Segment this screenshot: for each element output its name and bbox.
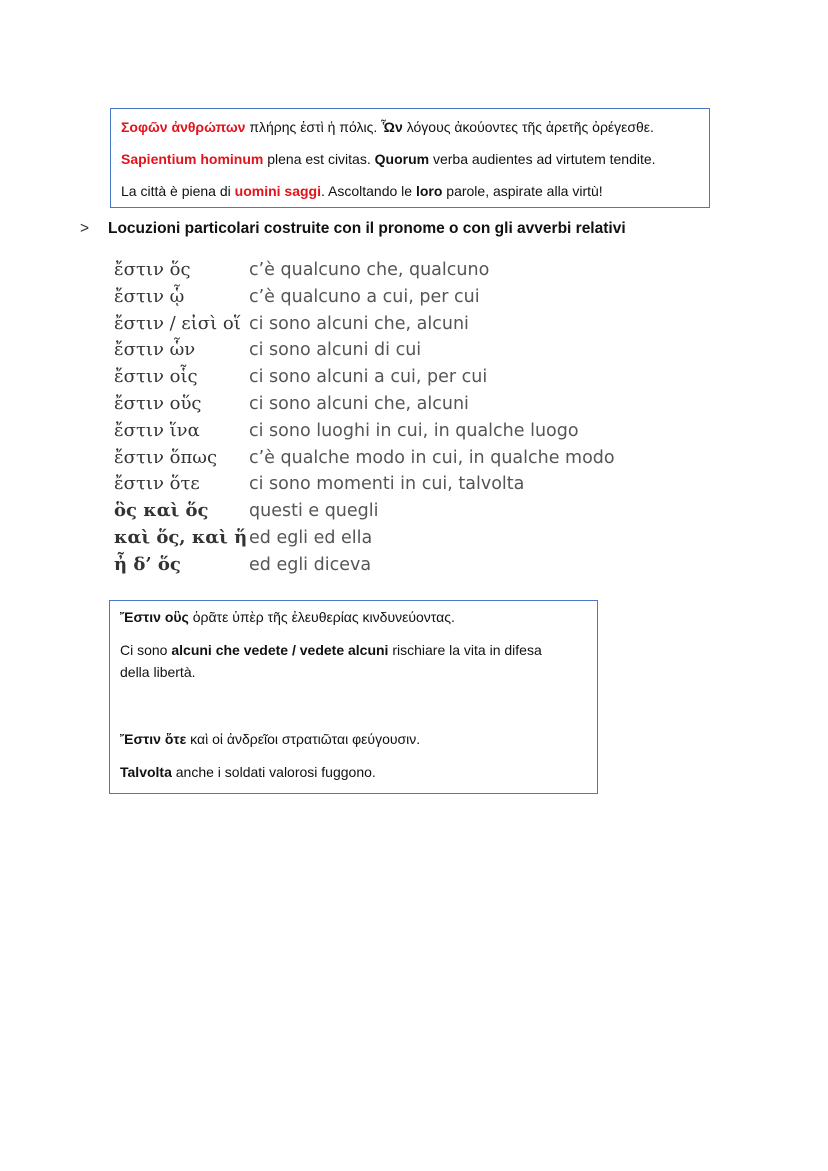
italian-meaning: ci sono luoghi in cui, in qualche luogo xyxy=(249,420,579,441)
greek-term: ἔστιν ὅπως xyxy=(114,446,218,468)
greek-term: ἔστιν ἵνα xyxy=(114,419,200,441)
italian-meaning: c’è qualcuno che, qualcuno xyxy=(249,260,490,280)
section-heading: > Locuzioni particolari costruite con il pronome o con gli avverbi relativi xyxy=(80,220,626,237)
example-box-estin xyxy=(109,600,598,794)
greek-term: ἔστιν ᾧ xyxy=(114,285,185,307)
greek-term: ἔστιν οἷς xyxy=(114,366,198,388)
italian-translation: Ci sono alcuni che vedete / vedete alcuni rischiare la vita in difesa xyxy=(120,642,542,658)
greek-term: ἔστιν οὕς xyxy=(114,392,202,414)
latin-example-sentence: Sapientium hominum plena est civitas. Quorum verba audientes ad virtutem tendite. xyxy=(121,151,656,167)
italian-meaning: c’è qualcuno a cui, per cui xyxy=(249,286,480,307)
italian-meaning: questi e quegli xyxy=(249,501,379,522)
italian-meaning: ci sono alcuni che, alcuni xyxy=(249,313,469,334)
italian-meaning: ci sono alcuni a cui, per cui xyxy=(249,367,488,388)
greek-example-sentence: Ἔστιν οὓς ὁρᾶτε ὑπὲρ τῆς ἐλευθερίας κινδυνεύοντας. xyxy=(120,609,455,625)
italian-translation-continued: della libertà. xyxy=(120,664,196,680)
greek-term: καὶ ὅς, καὶ ἥ xyxy=(114,526,248,548)
greek-example-sentence: Ἔστιν ὅτε καὶ οἱ ἀνδρεῖοι στρατιῶται φεύγουσιν. xyxy=(120,731,421,747)
greek-term: ἔστιν ὧν xyxy=(114,339,196,361)
greek-term: ἔστιν ὅτε xyxy=(114,473,200,495)
italian-meaning: ci sono alcuni che, alcuni xyxy=(249,393,469,414)
italian-meaning: ci sono alcuni di cui xyxy=(249,340,422,361)
italian-meaning: ed egli diceva xyxy=(249,554,372,575)
bullet-arrow-icon: > xyxy=(80,220,90,237)
italian-example-sentence: La città è piena di uomini saggi. Ascoltando le loro parole, aspirate alla virtù! xyxy=(121,183,603,199)
italian-meaning: ci sono momenti in cui, talvolta xyxy=(249,474,525,495)
italian-meaning: ed egli ed ella xyxy=(249,527,373,548)
italian-meaning: c’è qualche modo in cui, in qualche modo xyxy=(249,447,615,468)
greek-term: ὃς καὶ ὅς xyxy=(114,500,209,522)
italian-translation: Talvolta anche i soldati valorosi fuggono. xyxy=(120,764,376,780)
greek-term: ἔστιν / εἰσὶ οἵ xyxy=(114,312,241,334)
greek-example-sentence: Σοφῶν ἀνθρώπων πλήρης ἐστὶ ἡ πόλις. Ὧν λόγους ἀκούοντες τῆς ἀρετῆς ὀρέγεσθε. xyxy=(121,119,654,135)
greek-term: ἦ δ’ ὅς xyxy=(114,553,181,575)
greek-term: ἔστιν ὅς xyxy=(114,259,191,280)
example-box-relative-pronoun xyxy=(110,108,710,208)
